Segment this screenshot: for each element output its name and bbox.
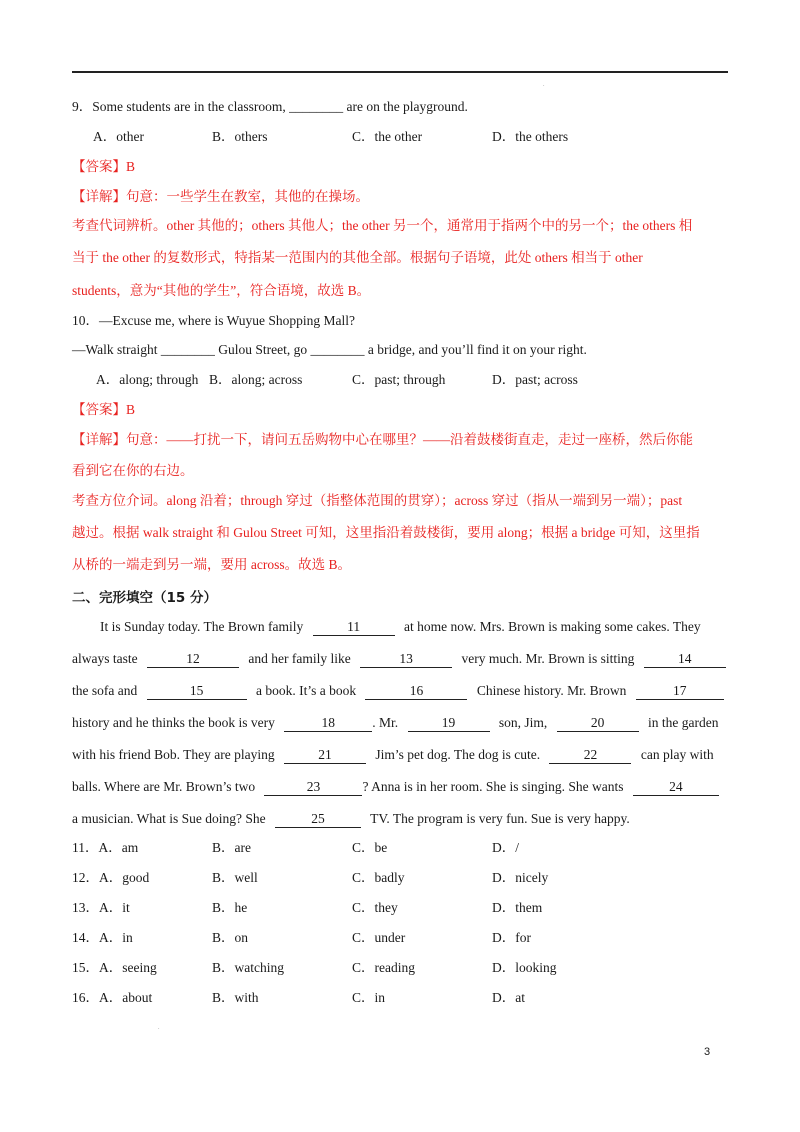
passage-text: can play with — [640, 747, 714, 762]
q11-option-b: B．are — [212, 840, 251, 855]
passage-text: at home now. Mrs. Brown is making some cakes. They — [403, 619, 701, 634]
passage-line-3 — [72, 681, 724, 701]
q9-detail-3: 当于 the other 的复数形式，特指某一范围内的其他全部。根据句子语境，此处 others 相当于 other — [72, 250, 643, 265]
q15-row — [72, 958, 157, 978]
blank-19: 19 — [408, 715, 490, 732]
passage-text: always taste — [72, 651, 138, 666]
blank-11: 11 — [313, 619, 395, 636]
passage-text: history and he thinks the book is very — [72, 715, 275, 730]
q10-option-c: C．past; through — [352, 372, 446, 387]
option-a: A．am — [98, 840, 139, 855]
q10-option-a: A．along; through — [96, 372, 199, 387]
blank-23: 23 — [264, 779, 362, 796]
passage-text: Chinese history. Mr. Brown — [476, 683, 627, 698]
q10-option-b: B．along; across — [209, 372, 303, 387]
blank-16: 16 — [365, 683, 467, 700]
option-a: A．about — [99, 990, 153, 1005]
q10-answer: 【答案】B — [72, 402, 136, 417]
option-a: A．good — [99, 870, 150, 885]
q12-row — [72, 868, 149, 888]
q15-option-b: B．watching — [212, 960, 284, 975]
q14-option-c: C．under — [352, 930, 406, 945]
blank-25: 25 — [275, 811, 361, 828]
q9-answer: 【答案】B — [72, 159, 136, 174]
passage-text: with his friend Bob. They are playing — [72, 747, 275, 762]
q9-stem: 9．Some students are in the classroom, ________ are on the playground. — [72, 99, 468, 114]
q15-option-c: C．reading — [352, 960, 415, 975]
question-number: 13． — [72, 900, 99, 915]
page-number: 3 — [704, 1046, 711, 1058]
passage-text: a book. It’s a book — [255, 683, 357, 698]
q9-detail-4: students，意为“其他的学生”，符合语境，故选 B。 — [72, 283, 371, 298]
q11-row — [72, 838, 138, 858]
passage-text: TV. The program is very fun. Sue is very happy. — [370, 811, 630, 826]
q15-option-d: D．looking — [492, 960, 557, 975]
question-number: 16． — [72, 990, 99, 1005]
passage-text: It is Sunday today. The Brown family — [100, 619, 304, 634]
passage-text: and her family like — [248, 651, 351, 666]
passage-text: balls. Where are Mr. Brown’s two — [72, 779, 256, 794]
q9-detail-1: 【详解】句意：一些学生在教室，其他的在操场。 — [72, 189, 369, 204]
blank-22: 22 — [549, 747, 631, 764]
q12-option-c: C．badly — [352, 870, 405, 885]
q10-detail-3: 考查方位介词。along 沿着；through 穿过（指整体范围的贯穿）；across 穿过（指从一端到另一端）；past — [72, 493, 683, 508]
q13-row — [72, 898, 130, 918]
passage-text: a musician. What is Sue doing? She — [72, 811, 266, 826]
question-number: 15． — [72, 960, 99, 975]
q11-option-d: D．/ — [492, 840, 519, 855]
q10-detail-2: 看到它在你的右边。 — [72, 463, 194, 478]
q13-option-b: B．he — [212, 900, 248, 915]
question-number: 14． — [72, 930, 99, 945]
q12-option-b: B．well — [212, 870, 258, 885]
passage-line-1 — [100, 617, 701, 637]
q10-detail-4: 越过。根据 walk straight 和 Gulou Street 可知，这里指沿着鼓楼街，要用 along；根据 a bridge 可知，这里指 — [72, 525, 700, 540]
passage-text: . Mr. — [372, 715, 399, 730]
passage-line-4 — [72, 713, 719, 733]
question-number: 11． — [72, 840, 99, 855]
q16-row — [72, 988, 152, 1008]
q9-option-c: C．the other — [352, 129, 423, 144]
q12-option-d: D．nicely — [492, 870, 549, 885]
q16-option-c: C．in — [352, 990, 386, 1005]
blank-15: 15 — [147, 683, 247, 700]
passage-line-7 — [72, 809, 630, 829]
blank-17: 17 — [636, 683, 724, 700]
passage-text: Jim’s pet dog. The dog is cute. — [375, 747, 541, 762]
option-a: A．seeing — [99, 960, 157, 975]
passage-line-2 — [72, 649, 726, 669]
blank-14: 14 — [644, 651, 726, 668]
q16-option-b: B．with — [212, 990, 259, 1005]
blank-24: 24 — [633, 779, 719, 796]
q9-option-b: B．others — [212, 129, 268, 144]
q13-option-c: C．they — [352, 900, 398, 915]
q10-detail-5: 从桥的一端走到另一端，要用 across。故选 B。 — [72, 557, 351, 572]
q14-row — [72, 928, 133, 948]
blank-13: 13 — [360, 651, 452, 668]
q16-option-d: D．at — [492, 990, 525, 1005]
question-number: 12． — [72, 870, 99, 885]
blank-18: 18 — [284, 715, 372, 732]
header-dot: . — [543, 82, 545, 88]
q14-option-b: B．on — [212, 930, 249, 945]
passage-text: son, Jim, — [498, 715, 548, 730]
blank-12: 12 — [147, 651, 239, 668]
q9-option-a: A．other — [93, 129, 144, 144]
passage-line-5 — [72, 745, 714, 765]
q10-stem-2: —Walk straight ________ Gulou Street, go ________ a bridge, and you’ll find it on your right. — [72, 342, 587, 357]
q13-option-d: D．them — [492, 900, 543, 915]
option-a: A．in — [99, 930, 133, 945]
blank-20: 20 — [557, 715, 639, 732]
section-title: 二、完形填空（15 分） — [72, 590, 217, 606]
passage-text: ? Anna is in her room. She is singing. She wants — [362, 779, 624, 794]
q10-stem: 10．—Excuse me, where is Wuyue Shopping Mall? — [72, 313, 356, 328]
footer-dot: . — [158, 1025, 160, 1031]
q11-option-c: C．be — [352, 840, 388, 855]
option-a: A．it — [99, 900, 130, 915]
q10-detail-1: 【详解】句意：——打扰一下，请问五岳购物中心在哪里？——沿着鼓楼街直走，走过一座桥，然后你能 — [72, 432, 693, 447]
q14-option-d: D．for — [492, 930, 531, 945]
header-rule — [72, 71, 728, 73]
q10-option-d: D．past; across — [492, 372, 578, 387]
passage-line-6 — [72, 777, 719, 797]
blank-21: 21 — [284, 747, 366, 764]
q9-option-d: D．the others — [492, 129, 569, 144]
passage-text: very much. Mr. Brown is sitting — [461, 651, 635, 666]
q9-detail-2: 考查代词辨析。other 其他的；others 其他人；the other 另一个，通常用于指两个中的另一个；the others 相 — [72, 218, 693, 233]
passage-text: the sofa and — [72, 683, 138, 698]
passage-text: in the garden — [648, 715, 719, 730]
